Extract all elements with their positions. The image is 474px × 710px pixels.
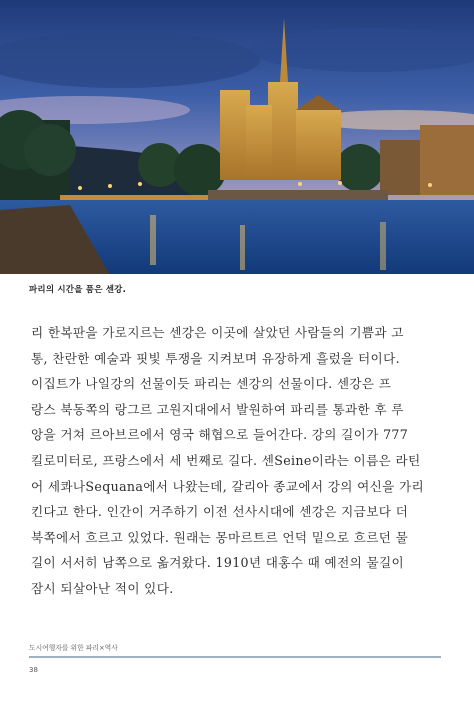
text-line: 킬로미터로, 프랑스에서 세 번째로 길다. 센Seine이라는 이름은 라틴 [31, 452, 421, 468]
text-line: 북쪽에서 흐르고 있었다. 원래는 몽마르트르 언덕 밑으로 흐르던 물 [31, 529, 409, 545]
text-line: 통, 찬란한 예술과 핏빛 투쟁을 지켜보며 유장하게 흘렀을 터이다. [31, 350, 400, 366]
page-number: 38 [29, 666, 38, 674]
text-line: 앙을 거쳐 르아브르에서 영국 해협으로 들어간다. 강의 길이가 777 [31, 427, 409, 443]
notre-dame-photo [0, 0, 474, 274]
body-paragraph [31, 320, 451, 602]
running-footer: 도시여행자를 위한 파리×역사 [29, 644, 118, 652]
text-line: 리 한복판을 가로지르는 센강은 이곳에 살았던 사람들의 기쁨과 고 [31, 325, 404, 340]
footer-divider [29, 656, 441, 658]
text-line: 이집트가 나일강의 선물이듯 파리는 센강의 선물이다. 센강은 프 [31, 376, 392, 392]
text-line: 잠시 되살아난 적이 있다. [31, 580, 174, 596]
text-line: 킨다고 한다. 인간이 거주하기 이전 선사시대에 센강은 지금보다 더 [31, 504, 409, 520]
text-line: 어 세콰나Sequana에서 나왔는데, 갈리아 종교에서 강의 여신을 가리 [31, 478, 425, 494]
text-line: 랑스 북동쪽의 랑그르 고원지대에서 발원하여 파리를 통과한 후 루 [31, 401, 404, 417]
text-line: 길이 서서히 남쪽으로 옮겨왔다. 1910년 대홍수 때 예전의 물길이 [31, 555, 405, 571]
photo-caption: 파리의 시간을 품은 센강. [29, 285, 127, 295]
